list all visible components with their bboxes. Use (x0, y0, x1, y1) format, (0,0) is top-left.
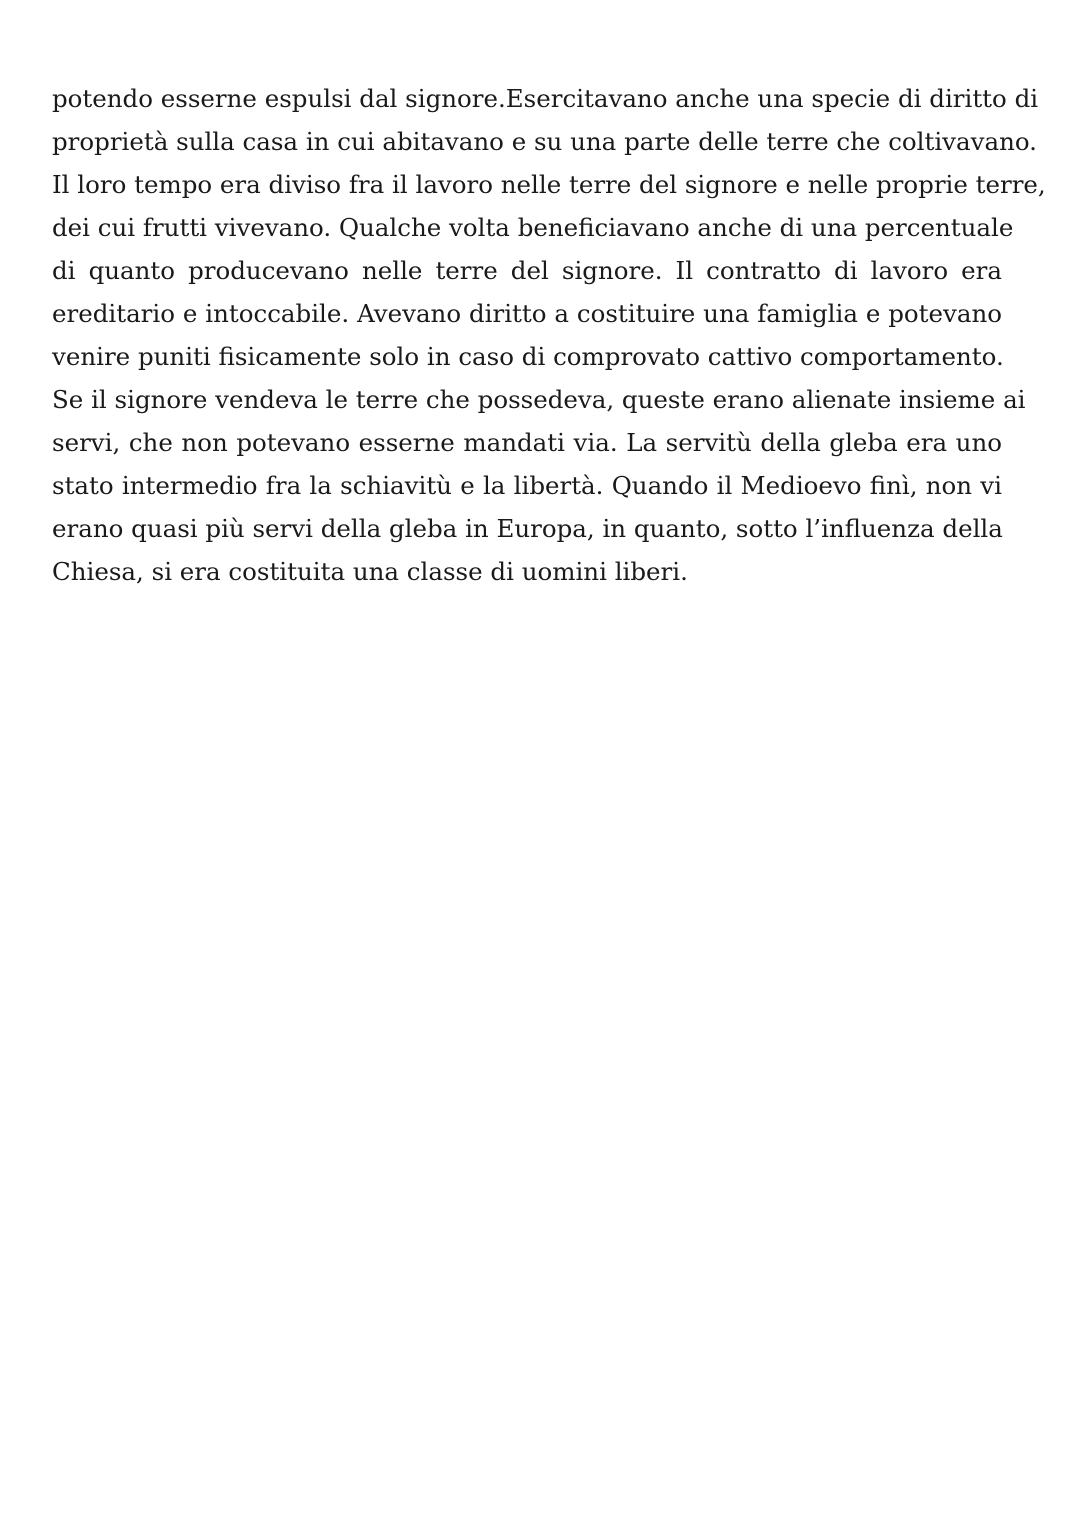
text-line: Il loro tempo era diviso fra il lavoro nelle terre del signore e nelle proprie terre, (52, 170, 1046, 199)
text-line: stato intermedio fra la schiavitù e la libertà. Quando il Medioevo finì, non vi (52, 471, 1002, 500)
text-line: dei cui frutti vivevano. Qualche volta beneficiavano anche di una percentuale (52, 213, 1014, 242)
text-line: venire puniti fisicamente solo in caso di comprovato cattivo comportamento. (52, 342, 1004, 371)
text-line: proprietà sulla casa in cui abitavano e su una parte delle terre che coltivavano. (52, 127, 1037, 156)
body-paragraph (52, 77, 1046, 593)
text-line: servi, che non potevano esserne mandati via. La servitù della gleba era uno (52, 428, 1002, 457)
text-line: potendo esserne espulsi dal signore.Esercitavano anche una specie di diritto di (52, 84, 1039, 113)
text-line: di quanto producevano nelle terre del signore. Il contratto di lavoro era (52, 256, 1002, 285)
text-line: Se il signore vendeva le terre che possedeva, queste erano alienate insieme ai (52, 385, 1026, 414)
text-line: Chiesa, si era costituita una classe di uomini liberi. (52, 557, 688, 586)
text-line: erano quasi più servi della gleba in Europa, in quanto, sotto l’influenza della (52, 514, 1003, 543)
text-line: ereditario e intoccabile. Avevano diritto a costituire una famiglia e potevano (52, 299, 1002, 328)
